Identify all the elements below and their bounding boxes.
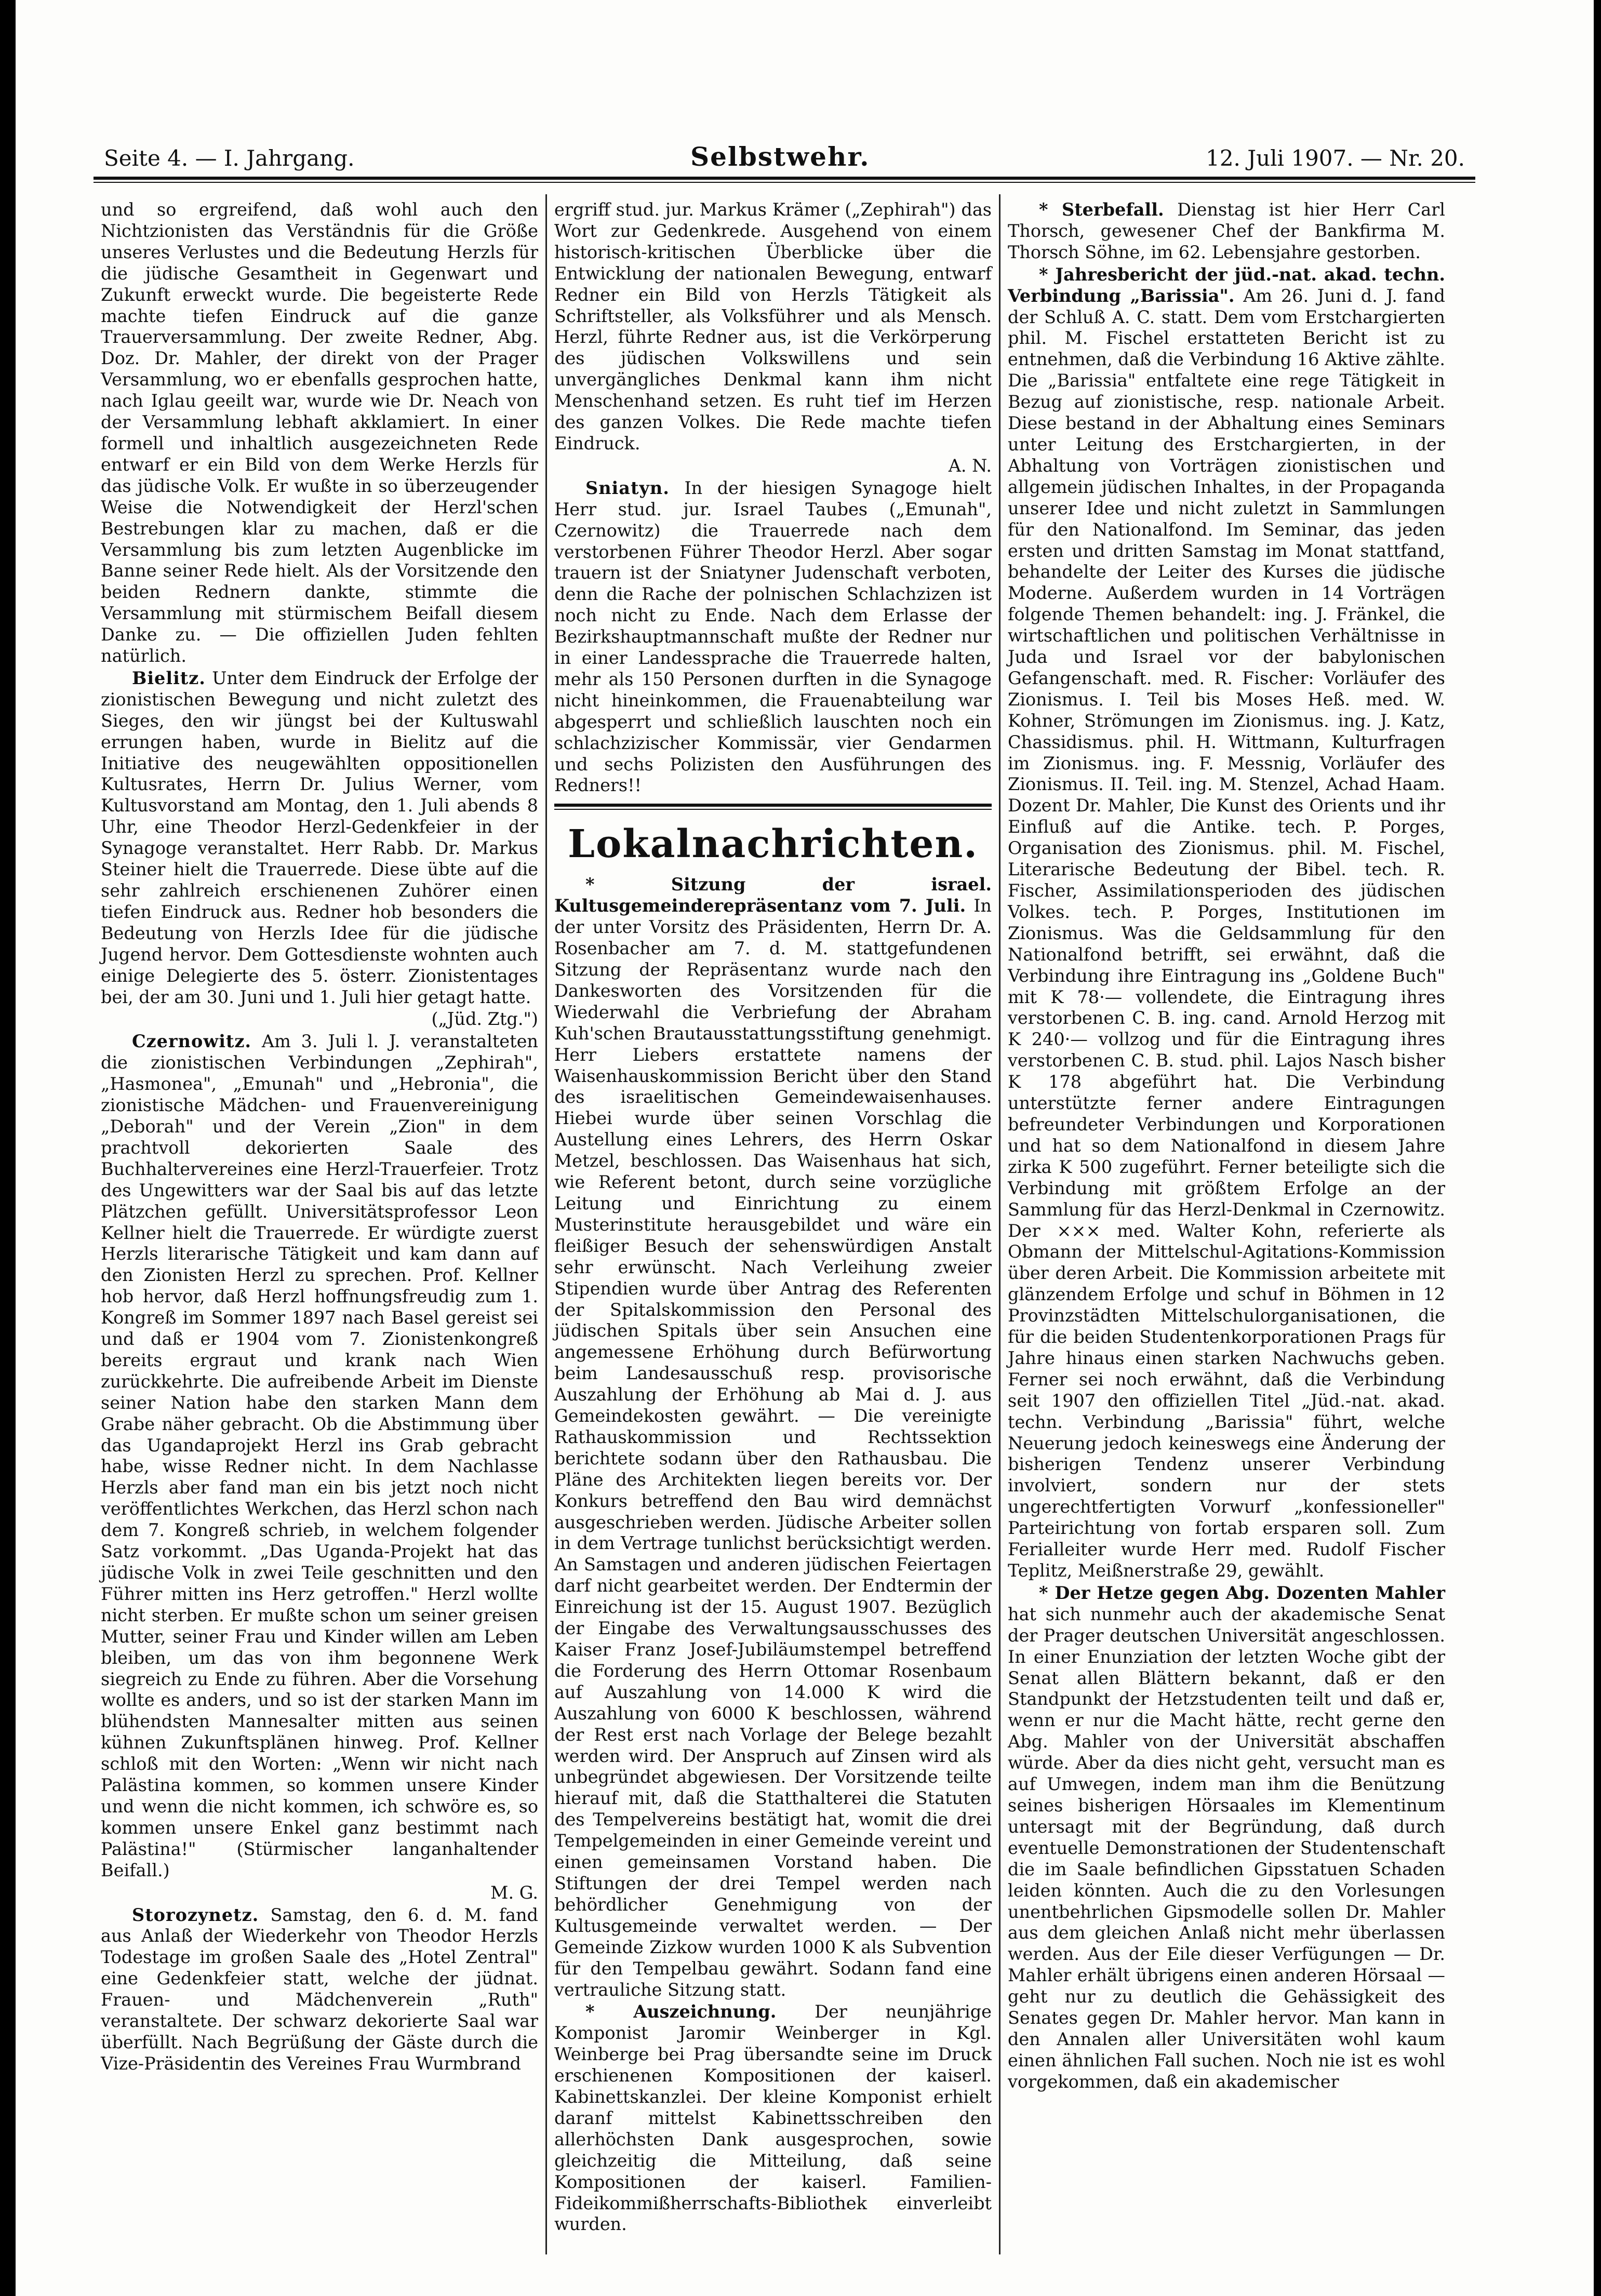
bielitz-source: („Jüd. Ztg.") bbox=[431, 1009, 538, 1030]
storozynetz-article bbox=[101, 1905, 538, 2075]
sterbefall-heading: * Sterbefall. bbox=[1039, 199, 1164, 220]
header-masthead: Selbstwehr. bbox=[690, 141, 870, 172]
column-2 bbox=[547, 194, 999, 2254]
section-rule-thick bbox=[554, 804, 992, 807]
sniatyn-text: In der hiesigen Synagoge hielt Herr stud. jur. Israel Taubes („Emunah", Czernowitz) die Trauerrede nach dem verstorbenen Führer Theodor Herzl. Aber sogar trauern ist der Sniatyner Judenschaft verboten, denn die Rache der polnischen Schlachzizen ist noch nicht zu Ende. Nach dem Erlasse der Bezirkshauptmannschaft mußte der Redner nur in einer Landessprache die Trauerrede halten, mehr als 150 Personen durften in die Synagoge nicht hineinkommen, die Frauenabteilung war abgesperrt und schließlich lauschten noch ein schlachzizischer Kommissär, vier Gendarmen und sechs Polizisten den Ausführungen des Redners!! bbox=[554, 477, 992, 796]
czernowitz-placename: Czernowitz. bbox=[132, 1031, 252, 1052]
storozynetz-signature: A. N. bbox=[948, 455, 992, 476]
header-rule-thick bbox=[94, 177, 1475, 180]
page-header bbox=[94, 140, 1475, 173]
bielitz-text: Unter dem Eindruck der Erfolge der zionistischen Bewegung und nicht zuletzt des Sieges, den wir jüngst bei der Kultuswahl errungen haben, wurde in Bielitz auf die Initiative des neugewählten oppositionellen Kultusrates, Herrn Dr. Julius Werner, vom Kultusvorstand am Montag, den 1. Juli abends 8 Uhr, eine Theodor Herzl-Gedenkfeier in der Synagoge veranstaltet. Herr Rabb. Dr. Markus Steiner hielt die Trauerrede. Diese übte auf die sehr zahlreich erschienenen Zuhörer einen tiefen Eindruck aus. Redner hob besonders die Bedeutung von Herzls Idee für die jüdische Jugend hervor. Dem Gottesdienste wohnten auch einige Delegierte des 5. österr. Zionistentages bei, der am 30. Juni und 1. Juli hier getagt hatte. bbox=[101, 668, 538, 1007]
auszeichnung-heading: * Auszeichnung. bbox=[585, 2001, 777, 2022]
column-3 bbox=[1000, 194, 1452, 2254]
auszeichnung-text: Der neunjährige Komponist Jaromir Weinberger in Kgl. Weinberge bei Prag übersandte seine im Druck erschienenen Kompositionen der kaiserl. Kabinettskanzlei. Der kleine Komponist erhielt daranf mittelst Kabinettsschreiben den allerhöchsten Dank ausgesprochen, sowie gleichzeitig die Mitteilung, daß seine Kompositionen der kaiserl. Familien-Fideikommißherrschafts-Bibliothek einverleibt wurden. bbox=[554, 2001, 992, 2235]
header-rule-thin bbox=[94, 182, 1475, 183]
sitzung-text: In der unter Vorsitz des Präsidenten, Herrn Dr. A. Rosenbacher am 7. d. M. stattgefundenen Sitzung der Repräsentanz wurde nach den Dankesworten des Vorsitzenden für die Wiederwahl die Verbriefung der Abraham Kuh'schen Brautausstattungsstiftung genehmigt. Herr Liebers erstattete namens der Waisenhauskommission Bericht über den Stand des israelitischen Gemeindewaisenhauses. Hiebei wurde über seinen Vorschlag die Austellung eines Lehrers, des Herrn Oskar Metzel, beschlossen. Das Waisenhaus hat sich, wie Referent betont, durch seine vorzügliche Leitung und Einrichtung zu einem Musterinstitute herausgebildet und wäre ein fleißiger Besuch der sehenswürdigen Anstalt sehr erwünscht. Nach Verleihung zweier Stipendien wurde über Antrag des Referenten der Spitalskommission den Personal des jüdischen Spitals über sein Ansuchen eine angemessene Erhöhung durch Befürwortung beim Landesausschuß resp. provisorische Auszahlung der Erhöhung ab Mai d. J. aus Gemeindekosten gewährt. — Die vereinigte Rathauskommission und Rechtssektion berichtete sodann über den Rathausbau. Die Pläne des Architekten liegen bereits vor. Der Konkurs betreffend den Bau wird demnächst ausgeschrieben werden. Jüdische Arbeiter sollen in dem Vertrage tunlichst berücksichtigt werden. An Samstagen und anderen jüdischen Feiertagen darf nicht gearbeitet werden. Der Endtermin der Einreichung ist der 15. August 1907. Bezüglich der Eingabe des Verwaltungsausschusses des Kaiser Franz Josef-Jubiläumstempel betreffend die Forderung des Herrn Ottomar Rosenbaum auf Auszahlung von 14.000 K wird die Auszahlung von 6000 K beschlossen, während der Rest erst nach Vorlage der Belege bezahlt werden wird. Der Anspruch auf Zinsen wird als unbegründet abgewiesen. Der Vorsitzende teilte hierauf mit, daß die Statthalterei die Statuten des Tempelvereins bestätigt hat, womit die drei Tempelgemeinden in einer Gemeinde vereint und einen gemeinsamen Vorstand haben. Die Stiftungen der drei Tempel werden nach behördlicher Genehmigung von der Kultusgemeinde verwaltet werden. — Der Gemeinde Zizkow wurden 1000 K als Subvention für den Tempelbau gewährt. Sodann fand eine vertrauliche Sitzung statt. bbox=[554, 896, 992, 2000]
newspaper-page bbox=[94, 140, 1475, 2254]
czernowitz-article bbox=[101, 1031, 538, 1881]
scan-border-right bbox=[1594, 0, 1601, 2296]
jahresbericht-article bbox=[1008, 264, 1445, 1582]
auszeichnung-article bbox=[554, 2001, 992, 2235]
sniatyn-placename: Sniatyn. bbox=[585, 477, 670, 498]
sniatyn-article bbox=[554, 478, 992, 797]
header-page-info: Seite 4. — I. Jahrgang. bbox=[104, 145, 355, 171]
header-date-issue: 12. Juli 1907. — Nr. 20. bbox=[1206, 145, 1465, 171]
bielitz-article bbox=[101, 668, 538, 1008]
hetze-text: hat sich nunmehr auch der akademische Senat der Prager deutschen Universität angeschlossen. In einer Enunziation der letzten Woche gibt der Senat allen Blättern bekannt, daß er den Standpunkt der Hetzstudenten teilt und daß er, wenn er nur die Macht hätte, recht gerne den Abg. Mahler von der Universität abschaffen würde. Aber da dies nicht geht, versucht man es auf Umwegen, indem man ihm die Benützung seines bisherigen Hörsaales im Klementinum untersagt mit der Begründung, daß durch eventuelle Demonstrationen der Studentenschaft die im Saale befindlichen Gipsstatuen Schaden leiden könnten. Auch die zu den Vorlesungen unentbehrlichen Gipsmodelle sollen Dr. Mahler aus dem gleichen Anlaß nicht mehr überlassen werden. Aus der Eile dieser Verfügungen — Dr. Mahler erhält übrigens einen anderen Hörsaal — geht nur zu deutlich die Gehässigkeit des Senates gegen Dr. Mahler hervor. Man kann in den Annalen aller Universitäten wohl kaum einen ähnlichen Fall suchen. Noch nie ist es wohl vorgekommen, daß ein akademischer bbox=[1008, 1604, 1445, 2092]
column-1 bbox=[94, 194, 545, 2254]
bielitz-placename: Bielitz. bbox=[132, 668, 206, 688]
storozynetz-continuation: ergriff stud. jur. Markus Krämer („Zephirah") das Wort zur Gedenkrede. Ausgehend von einem historisch-kritischen Überblicke über die Entwicklung der nationalen Bewegung, entwarf Redner ein Bild von Herzls Tätigkeit als Schriftsteller, als Volksführer und als Mensch. Herzl, führte Redner aus, ist die Verkörperung des jüdischen Volkswillens und sein unvergängliches Denkmal kann ihm nicht Menschenhand setzen. Es ruht tief im Herzen des ganzen Volkes. Die Rede machte tiefen Eindruck. bbox=[554, 199, 992, 453]
section-title: Lokalnachrichten. bbox=[567, 822, 979, 867]
section-rule-thin bbox=[554, 809, 992, 810]
hetze-heading: * Der Hetze gegen Abg. Dozenten Mahler bbox=[1039, 1582, 1445, 1603]
scan-border-left bbox=[0, 0, 16, 2296]
article-columns bbox=[94, 194, 1475, 2254]
czernowitz-signature: M. G. bbox=[490, 1882, 538, 1903]
sitzung-article bbox=[554, 874, 992, 2000]
jahresbericht-text: Am 26. Juni d. J. fand der Schluß A. C. statt. Dem vom Erstchargierten phil. M. Fischel erstatteten Bericht ist zu entnehmen, daß die Verbindung 16 Aktive zählte. Die „Barissia" entfaltete eine rege Tätigkeit in Bezug auf zionistische, resp. nationale Arbeit. Diese bestand in der Abhaltung eines Seminars unter Leitung des Erstchargierten, in der Abhaltung von Vorträgen zionistischen und allgemein jüdischen Inhaltes, in der Propaganda unserer Idee und nicht zuletzt in Sammlungen für den Nationalfond. Im Seminar, das jeden ersten und dritten Samstag im Monat stattfand, behandelte der Leiter des Kurses die jüdische Moderne. Außerdem wurden in 14 Vorträgen folgende Themen behandelt: ing. J. Fränkel, die wirtschaftlichen und politischen Verhältnisse in Juda und Israel vor der babylonischen Gefangenschaft. med. R. Fischer: Vorläufer des Zionismus. I. Teil bis Moses Heß. med. W. Kohner, Strömungen im Zionismus. ing. J. Katz, Chassidismus. phil. H. Wittmann, Kulturfragen im Zionismus. ing. F. Messnig, Vorläufer des Zionismus. II. Teil. ing. M. Stenzel, Achad Haam. Dozent Dr. Mahler, Die Kunst des Orients und ihr Einfluß auf die Antike. tech. P. Porges, Organisation des Zionismus. phil. M. Fischel, Literarische Bedeutung der Bibel. tech. R. Fischer, Assimilationsperioden des jüdischen Volkes. tech. P. Porges, Institutionen im Zionismus. Was die Geldsammlung für den Nationalfond betrifft, sei erwähnt, daß die Verbindung ihre Eintragung ins „Goldene Buch" mit K 78·— vollendete, die Eintragung ihres verstorbenen C. B. ing. cand. Arnold Herzog mit K 240·— vollzog und für die Eintragung ihres verstorbenen C. B. stud. phil. Lajos Nasch bisher K 178 abgeführt hat. Die Verbindung unterstützte ferner andere Eintragungen befreundeter Verbindungen und Korporationen und hat so dem Nationalfond in diesem Jahre zirka K 500 zugeführt. Ferner beteiligte sich die Verbindung mit größtem Erfolge an der Sammlung für das Herzl-Denkmal in Czernowitz. Der ××× med. Walter Kohn, referierte als Obmann der Mittelschul-Agitations-Kommission über deren Arbeit. Die Kommission arbeitete mit glänzendem Erfolge und schuf in Böhmen in 12 Provinzstädten Mittelschulorganisationen, die für die beiden Studentenkorporationen Prags für Jahre hinaus einen starken Nachwuchs geben. Ferner sei noch erwähnt, daß die Verbindung seit 1907 den offiziellen Titel „Jüd.-nat. akad. techn. Verbindung „Barissia" führt, welche Neuerung jedoch keineswegs eine Änderung der bisherigen Tendenz unserer Verbindung involviert, sondern nur der stets ungerechtfertigten Vorwurf „konfessioneller" Parteirichtung von fortab ersparen soll. Zum Ferialleiter wurde Herr med. Rudolf Fischer Teplitz, Meißnerstraße 29, gewählt. bbox=[1008, 285, 1445, 1581]
storozynetz-placename: Storozynetz. bbox=[132, 1904, 259, 1925]
storozynetz-text: Samstag, den 6. d. M. fand aus Anlaß der Wiederkehr von Theodor Herzls Todestage im großen Saale des „Hotel Zentral" eine Gedenkfeier statt, welche der jüdnat. Frauen- und Mädchenverein „Ruth" veranstaltete. Der schwarz dekorierte Saal war überfüllt. Nach Begrüßung der Gäste durch die Vize-Präsidentin des Vereines Frau Wurmbrand bbox=[101, 1904, 538, 2074]
sterbefall-text: Dienstag ist hier Herr Carl Thorsch, gewesener Chef der Bankfirma M. Thorsch Söhne, im 62. Lebensjahre gestorben. bbox=[1008, 199, 1445, 262]
sterbefall-article bbox=[1008, 199, 1445, 263]
hetze-article bbox=[1008, 1583, 1445, 2093]
iglau-continuation: und so ergreifend, daß wohl auch den Nichtzionisten das Verständnis für die Größe unseres Verlustes und die Bedeutung Herzls für die jüdische Gesamtheit in Gegenwart und Zukunft erweckt wurde. Die begeisterte Rede machte tiefen Eindruck auf die ganze Trauerversammlung. Der zweite Redner, Abg. Doz. Dr. Mahler, der direkt von der Prager Versammlung, wo er ebenfalls gesprochen hatte, nach Iglau geeilt war, wurde wie Dr. Neach von der Versammlung lebhaft akklamiert. In einer formell und inhaltlich ausgezeichneten Rede entwarf er ein Bild von dem Werke Herzls für das jüdische Volk. Er wußte in so überzeugender Weise die Notwendigkeit der Herzl'schen Bestrebungen klar zu machen, daß er die Versammlung bis zum letzten Augenblicke im Banne seiner Rede hielt. Als der Vorsitzende den beiden Rednern dankte, stimmte die Versammlung mit stürmischem Beifall diesem Danke zu. — Die offiziellen Juden fehlten natürlich. bbox=[101, 199, 538, 666]
sitzung-heading: * Sitzung der israel. Kultusgemeinderepräsentanz vom 7. Juli. bbox=[554, 874, 992, 916]
czernowitz-text: Am 3. Juli l. J. veranstalteten die zionistischen Verbindungen „Zephirah", „Hasmonea", „Emunah" und „Hebronia", die zionistische Mädchen- und Frauenvereinigung „Deborah" und der Verein „Zion" in dem prachtvoll dekorierten Saale des Buchhaltervereines eine Herzl-Trauerfeier. Trotz des Ungewitters war der Saal bis auf das letzte Plätzchen gefüllt. Universitätsprofessor Leon Kellner hielt die Trauerrede. Er würdigte zuerst Herzls literarische Tätigkeit und kam dann auf den Zionisten Herzl zu sprechen. Prof. Kellner hob hervor, daß Herzl hoffnungsfreudig zum 1. Kongreß im Sommer 1897 nach Basel gereist sei und daß er 1904 vom 7. Zionistenkongreß bereits ergraut und krank nach Wien zurückkehrte. Die aufreibende Arbeit im Dienste seiner Nation habe den starken Mann dem Grabe näher gebracht. Ob die Abstimmung über das Ugandaprojekt Herzl ins Grab gebracht habe, wisse Redner nicht. In dem Nachlasse Herzls aber fand man ein bis jetzt noch nicht veröffentlichtes Werkchen, das Herzl schon nach dem 7. Kongreß schrieb, in welchem folgender Satz vorkommt. „Das Uganda-Projekt hat das jüdische Volk in zwei Teile geschnitten und den Führer mitten ins Herz getroffen." Herzl wollte nicht sterben. Er mußte schon um seiner greisen Mutter, seiner Frau und Kinder willen am Leben bleiben, um das von ihm begonnene Werk siegreich zu Ende zu führen. Aber die Vorsehung wollte es anders, und so ist der starken Mann im blühendsten Mannesalter mitten aus seinen kühnen Zukunftsplänen hinweg. Prof. Kellner schloß mit den Worten: „Wenn wir nicht nach Palästina kommen, so kommen unsere Kinder und wenn die nicht kommen, ich schwöre es, so kommen unsere Enkel ganz bestimmt nach Palästina!" (Stürmischer langanhaltender Beifall.) bbox=[101, 1031, 538, 1880]
jahresbericht-heading: * Jahresbericht der jüd.-nat. akad. techn. Verbindung „Barissia". bbox=[1008, 264, 1445, 306]
